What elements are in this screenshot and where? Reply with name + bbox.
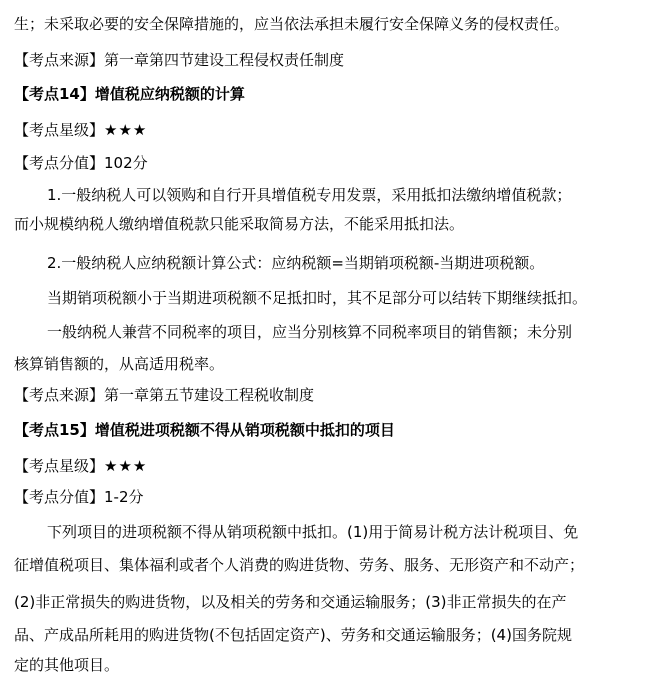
paragraph-line: 2.一般纳税人应纳税额计算公式：应纳税额=当期销项税额-当期进项税额。 — [47, 254, 545, 272]
paragraph-line: 1.一般纳税人可以领购和自行开具增值税专用发票，采用抵扣法缴纳增值税款； — [47, 186, 572, 204]
paragraph-line: 核算销售额的，从高适用税率。 — [14, 355, 225, 373]
section-heading-15: 【考点15】增值税进项税额不得从销项税额中抵扣的项目 — [14, 421, 395, 439]
paragraph-line: 一般纳税人兼营不同税率的项目，应当分别核算不同税率项目的销售额；未分别 — [47, 323, 573, 341]
rating-line — [14, 120, 147, 140]
source-line: 【考点来源】第一章第五节建设工程税收制度 — [14, 386, 315, 404]
star-rating: ★★★ — [104, 121, 148, 139]
paragraph-line: 定的其他项目。 — [14, 656, 120, 674]
score-line: 【考点分值】1-2分 — [14, 488, 144, 506]
score-line: 【考点分值】102分 — [14, 154, 148, 172]
rating-line — [14, 456, 147, 476]
paragraph-line: 品、产成品所耗用的购进货物(不包括固定资产)、劳务和交通运输服务；(4)国务院规 — [14, 626, 572, 644]
paragraph-line: 生；未采取必要的安全保障措施的，应当依法承担未履行安全保障义务的侵权责任。 — [14, 15, 570, 33]
paragraph-line: 下列项目的进项税额不得从销项税额中抵扣。(1)用于简易计税方法计税项目、免 — [47, 523, 579, 541]
paragraph-line: 而小规模纳税人缴纳增值税款只能采取简易方法，不能采用抵扣法。 — [14, 215, 465, 233]
star-rating: ★★★ — [104, 457, 148, 475]
section-heading-14: 【考点14】增值税应纳税额的计算 — [14, 85, 245, 103]
source-line: 【考点来源】第一章第四节建设工程侵权责任制度 — [14, 51, 345, 69]
rating-label: 【考点星级】 — [14, 121, 105, 139]
rating-label: 【考点星级】 — [14, 457, 105, 475]
paragraph-line: 征增值税项目、集体福利或者个人消费的购进货物、劳务、服务、无形资产和不动产； — [14, 556, 585, 574]
paragraph-line: 当期销项税额小于当期进项税额不足抵扣时，其不足部分可以结转下期继续抵扣。 — [47, 289, 588, 307]
paragraph-line: (2)非正常损失的购进货物，以及相关的劳务和交通运输服务；(3)非正常损失的在产 — [14, 593, 567, 611]
